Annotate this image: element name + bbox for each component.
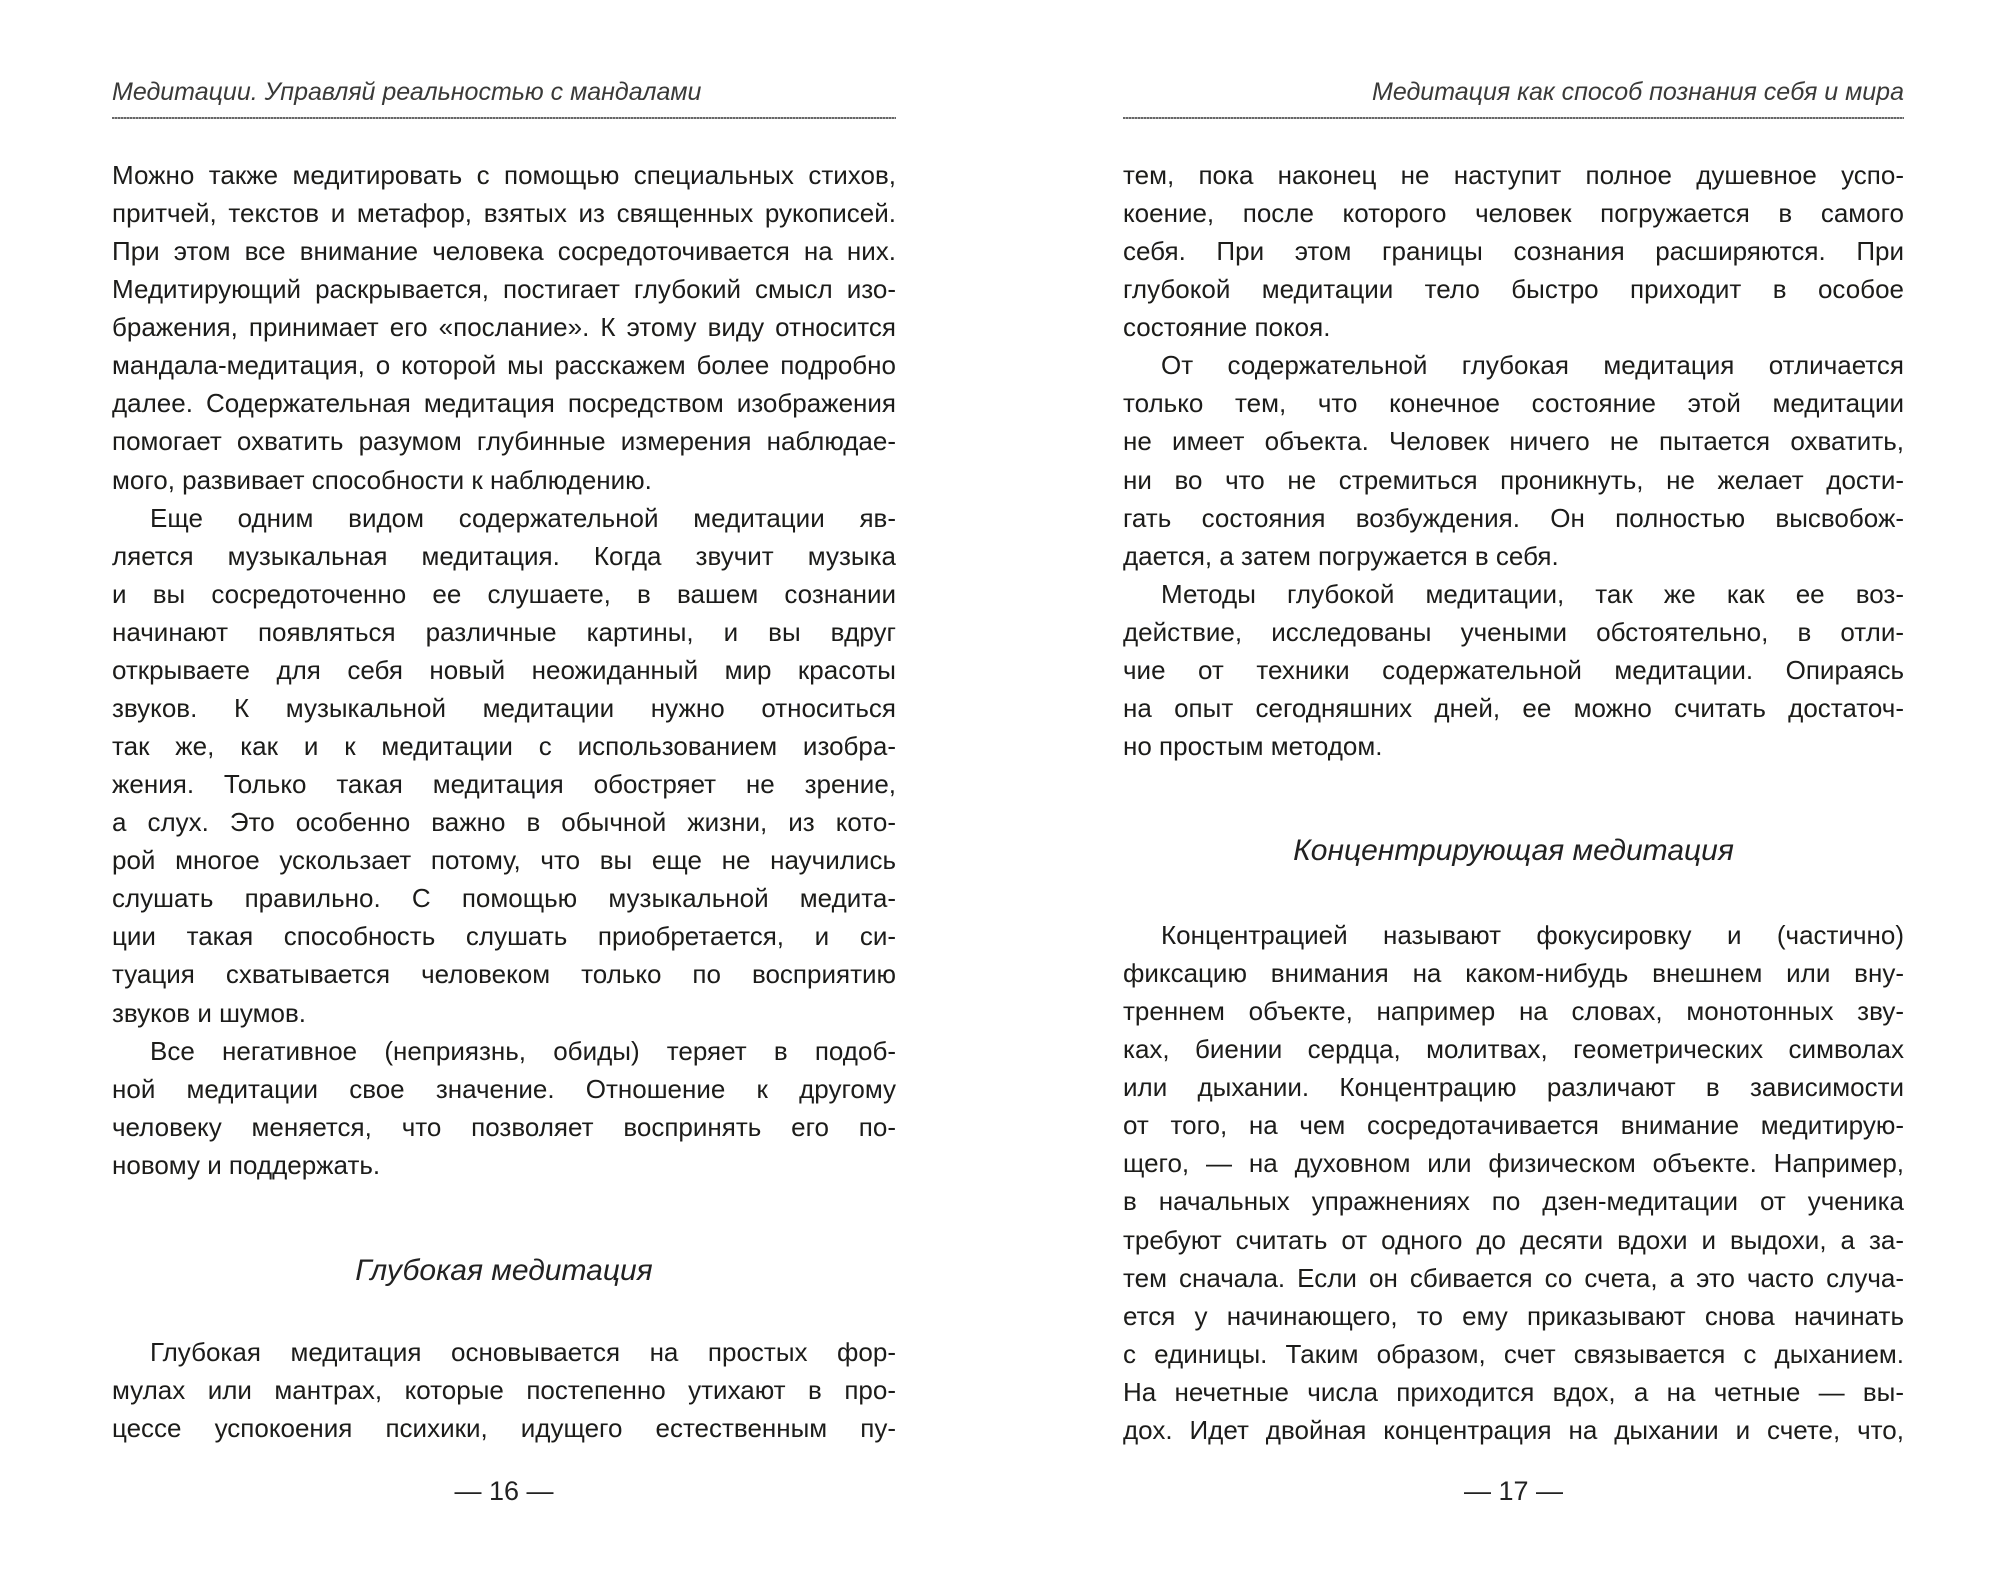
- paragraph-line: [112, 422, 896, 460]
- paragraph-line: [1123, 689, 1904, 727]
- paragraph-line: [112, 270, 896, 308]
- line-text: в начальных упражнениях по дзен-медитации от ученика: [1123, 1186, 1904, 1217]
- paragraph-line: [1123, 537, 1904, 575]
- paragraph-line: [112, 1409, 896, 1447]
- line-text: но простым методом.: [1123, 731, 1383, 762]
- line-text: человеку меняется, что позволяет воспринять его по-: [112, 1111, 896, 1142]
- paragraph-line: [112, 575, 896, 613]
- line-text: коение, после которого человек погружается в самого: [1123, 198, 1904, 229]
- line-text: мулах или мантрах, которые постепенно утихают в про-: [112, 1375, 896, 1406]
- line-text: чие от техники содержательной медитации. Опираясь: [1123, 654, 1904, 685]
- paragraph-line: [112, 308, 896, 346]
- paragraph-line: [112, 537, 896, 575]
- paragraph-line: [1123, 1335, 1904, 1373]
- paragraph-line: [1123, 727, 1904, 765]
- line-text: мого, развивает способности к наблюдению.: [112, 464, 652, 495]
- line-text: фиксацию внимания на каком-нибудь внешнем или вну-: [1123, 958, 1904, 989]
- paragraph-line: [112, 917, 896, 955]
- line-text: только тем, что конечное состояние этой медитации: [1123, 388, 1904, 419]
- line-text: Методы глубокой медитации, так же как ее воз-: [1161, 578, 1904, 609]
- paragraph-line: [112, 384, 896, 422]
- paragraph-line: [1123, 499, 1904, 537]
- paragraph-line: [1123, 384, 1904, 422]
- right-page: [1123, 0, 1904, 1589]
- paragraph-line: [1161, 346, 1904, 384]
- paragraph-line: [150, 1032, 896, 1070]
- line-text: требуют считать от одного до десяти вдохи и выдохи, а за-: [1123, 1224, 1904, 1255]
- line-text: ни во что не стремиться проникнуть, не желает дости-: [1123, 464, 1904, 495]
- paragraph-line: [112, 994, 896, 1032]
- line-text: глубокой медитации тело быстро приходит в особое: [1123, 274, 1904, 305]
- paragraph-line: [1123, 1144, 1904, 1182]
- paragraph-line: [1123, 156, 1904, 194]
- paragraph-line: [1123, 651, 1904, 689]
- line-text: ции такая способность слушать приобретается, и си-: [112, 921, 896, 952]
- line-text: туация схватывается человеком только по восприятию: [112, 959, 896, 990]
- line-text: щего, — на духовном или физическом объекте. Например,: [1123, 1148, 1904, 1179]
- line-text: ках, биении сердца, молитвах, геометрических символах: [1123, 1034, 1904, 1065]
- line-text: ется у начинающего, то ему приказывают снова начинать: [1123, 1300, 1904, 1331]
- line-text: Все негативное (неприязнь, обиды) теряет в подоб-: [150, 1035, 896, 1066]
- paragraph-line: [112, 156, 896, 194]
- line-text: с единицы. Таким образом, счет связывается с дыханием.: [1123, 1338, 1904, 1369]
- line-text: Можно также медитировать с помощью специальных стихов,: [112, 160, 896, 190]
- line-text: ной медитации свое значение. Отношение к другому: [112, 1073, 896, 1104]
- running-head: Медитация как способ познания себя и мира: [1372, 78, 1904, 106]
- line-text: Медитирующий раскрывается, постигает глубокий смысл изо-: [112, 274, 896, 305]
- paragraph-line: [1123, 1106, 1904, 1144]
- paragraph-line: [1123, 308, 1904, 346]
- paragraph-line: [1123, 232, 1904, 270]
- paragraph-line: [1123, 1068, 1904, 1106]
- line-text: гать состояния возбуждения. Он полностью высвобож-: [1123, 502, 1904, 533]
- paragraph-line: [1123, 270, 1904, 308]
- section-heading: Глубокая медитация: [355, 1254, 653, 1287]
- line-text: состояние покоя.: [1123, 312, 1331, 343]
- line-text: звуков и шумов.: [112, 997, 307, 1028]
- paragraph-line: [112, 651, 896, 689]
- paragraph-line: [112, 194, 896, 232]
- line-text: открываете для себя новый неожиданный мир красоты: [112, 654, 896, 685]
- paragraph-line: [1123, 194, 1904, 232]
- paragraph-line: [112, 879, 896, 917]
- paragraph-line: [112, 613, 896, 651]
- line-text: притчей, текстов и метафор, взятых из священных рукописей.: [112, 198, 896, 229]
- line-text: жения. Только такая медитация обостряет не зрение,: [112, 769, 896, 800]
- paragraph-line: [1123, 461, 1904, 499]
- line-text: помогает охватить разумом глубинные измерения наблюдае-: [112, 426, 896, 457]
- paragraph-line: [1123, 1259, 1904, 1297]
- paragraph-line: [1123, 1373, 1904, 1411]
- paragraph-line: [112, 841, 896, 879]
- paragraph-line: [150, 499, 896, 537]
- paragraph-line: [112, 1371, 896, 1409]
- line-text: далее. Содержательная медитация посредством изображения: [112, 388, 896, 419]
- line-text: не имеет объекта. Человек ничего не пытается охватить,: [1123, 426, 1904, 457]
- line-text: На нечетные числа приходится вдох, а на четные — вы-: [1123, 1376, 1904, 1407]
- paragraph-line: [150, 1333, 896, 1371]
- paragraph-line: [1123, 1297, 1904, 1335]
- line-text: цессе успокоения психики, идущего естественным пу-: [112, 1413, 896, 1444]
- paragraph-line: [1123, 1182, 1904, 1220]
- line-text: новому и поддержать.: [112, 1149, 381, 1180]
- line-text: а слух. Это особенно важно в обычной жизни, из кото-: [112, 807, 896, 838]
- paragraph-line: [112, 461, 896, 499]
- line-text: дается, а затем погружается в себя.: [1123, 540, 1559, 571]
- running-head: Медитации. Управляй реальностью с мандалами: [112, 78, 702, 106]
- line-text: слушать правильно. С помощью музыкальной медита-: [112, 883, 896, 914]
- line-text: от того, на чем сосредотачивается внимание медитирую-: [1123, 1110, 1904, 1141]
- header-rule: [112, 117, 896, 119]
- line-text: мандала-медитация, о которой мы расскажем более подробно: [112, 350, 896, 381]
- paragraph-line: [1123, 613, 1904, 651]
- paragraph-line: [112, 1070, 896, 1108]
- line-text: себя. При этом границы сознания расширяются. При: [1123, 236, 1904, 267]
- line-text: тем сначала. Если он сбивается со счета, а это часто случа-: [1123, 1262, 1904, 1293]
- paragraph-line: [1123, 1221, 1904, 1259]
- left-page: [112, 0, 896, 1589]
- paragraph-line: [1123, 1411, 1904, 1449]
- line-text: начинают появляться различные картины, и вы вдруг: [112, 616, 896, 647]
- paragraph-line: [112, 1146, 896, 1184]
- line-text: дох. Идет двойная концентрация на дыхании и счете, что,: [1123, 1414, 1904, 1445]
- paragraph-line: [112, 765, 896, 803]
- line-text: звуков. К музыкальной медитации нужно относиться: [112, 692, 896, 723]
- line-text: Концентрацией называют фокусировку и (частично): [1161, 920, 1904, 950]
- line-text: Еще одним видом содержательной медитации яв-: [150, 502, 896, 533]
- line-text: ляется музыкальная медитация. Когда звучит музыка: [112, 540, 896, 571]
- line-text: так же, как и к медитации с использованием изобра-: [112, 731, 896, 762]
- line-text: или дыхании. Концентрацию различают в зависимости: [1123, 1072, 1904, 1103]
- paragraph-line: [1123, 954, 1904, 992]
- paragraph-line: [1123, 1030, 1904, 1068]
- line-text: действие, исследованы учеными обстоятельно, в отли-: [1123, 616, 1904, 647]
- paragraph-line: [112, 803, 896, 841]
- paragraph-line: [1161, 916, 1904, 954]
- paragraph-line: [112, 727, 896, 765]
- line-text: и вы сосредоточенно ее слушаете, в вашем сознании: [112, 578, 896, 609]
- paragraph-line: [112, 346, 896, 384]
- paragraph-line: [112, 232, 896, 270]
- paragraph-line: [1161, 575, 1904, 613]
- line-text: на опыт сегодняшних дней, ее можно считать достаточ-: [1123, 692, 1904, 723]
- line-text: Глубокая медитация основывается на простых фор-: [150, 1337, 896, 1367]
- line-text: треннем объекте, например на словах, монотонных зву-: [1123, 996, 1904, 1027]
- paragraph-line: [1123, 992, 1904, 1030]
- paragraph-line: [112, 955, 896, 993]
- paragraph-line: [112, 1108, 896, 1146]
- paragraph-line: [112, 689, 896, 727]
- line-text: рой многое ускользает потому, что вы еще не научились: [112, 845, 896, 876]
- section-heading: Концентрирующая медитация: [1293, 834, 1734, 867]
- paragraph-line: [1123, 422, 1904, 460]
- header-rule: [1123, 117, 1904, 119]
- line-text: От содержательной глубокая медитация отличается: [1161, 350, 1904, 381]
- line-text: При этом все внимание человека сосредоточивается на них.: [112, 236, 896, 267]
- page-number: — 16 —: [454, 1476, 554, 1506]
- line-text: бражения, принимает его «послание». К этому виду относится: [112, 312, 896, 343]
- page-number: — 17 —: [1463, 1476, 1564, 1506]
- line-text: тем, пока наконец не наступит полное душевное успо-: [1123, 160, 1904, 190]
